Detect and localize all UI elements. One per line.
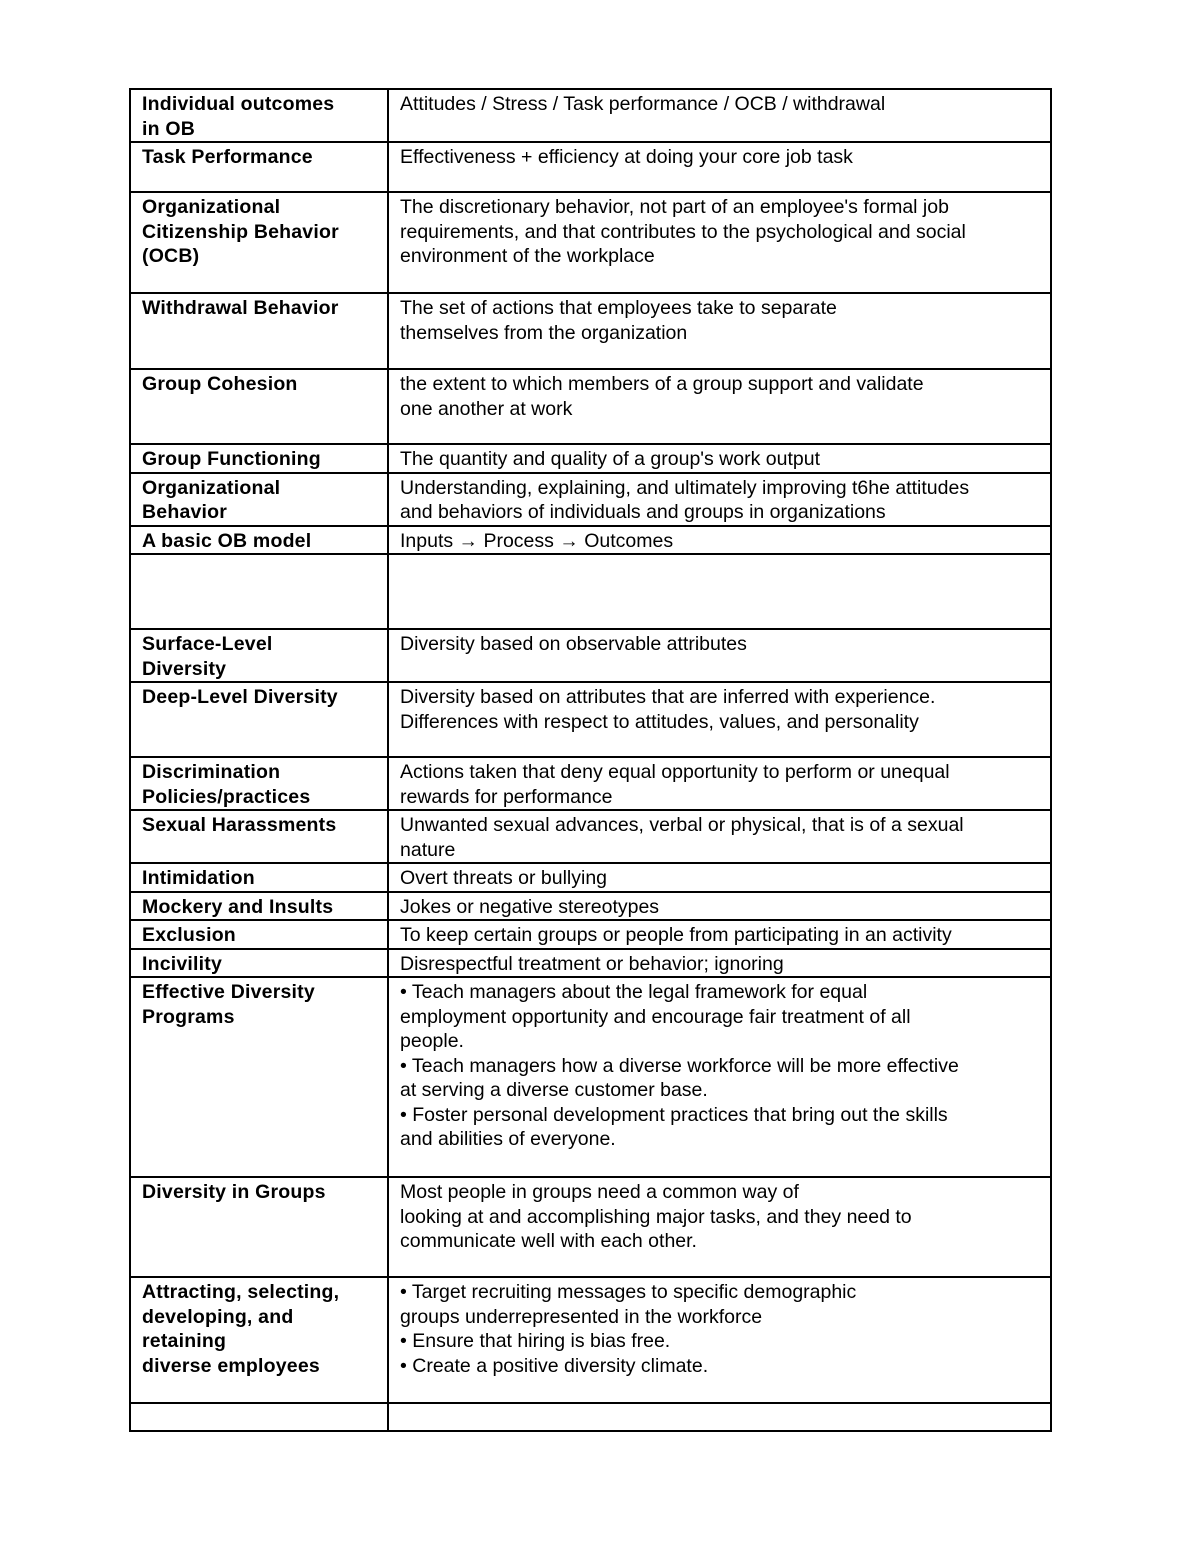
definition-text: • Create a positive diversity climate. bbox=[400, 1354, 709, 1377]
term-text: Behavior bbox=[142, 501, 228, 523]
definition-cell bbox=[388, 863, 1051, 892]
table-row bbox=[130, 757, 1051, 810]
definition-cell bbox=[388, 682, 1051, 757]
term-cell bbox=[130, 949, 388, 978]
term-text: Withdrawal Behavior bbox=[142, 297, 339, 319]
table-row bbox=[130, 192, 1051, 293]
table-row bbox=[130, 89, 1051, 142]
term-text: Group Functioning bbox=[142, 448, 321, 470]
definition-text: • Teach managers how a diverse workforce will be more effective bbox=[400, 1054, 959, 1077]
definition-text: • Teach managers about the legal framework for equal bbox=[400, 981, 868, 1003]
definition-cell bbox=[388, 444, 1051, 473]
term-cell bbox=[130, 1403, 388, 1431]
table-row bbox=[130, 1403, 1051, 1431]
definition-text: looking at and accomplishing major tasks, and they need to bbox=[400, 1205, 912, 1228]
term-text: Individual outcomes bbox=[142, 93, 335, 115]
term-text: Attracting, selecting, bbox=[142, 1281, 340, 1303]
definition-text: groups underrepresented in the workforce bbox=[400, 1305, 763, 1328]
table-row bbox=[130, 949, 1051, 978]
term-text: Organizational bbox=[142, 476, 281, 499]
definition-cell bbox=[388, 369, 1051, 444]
definition-text: one another at work bbox=[400, 397, 573, 420]
term-text: Mockery and Insults bbox=[142, 895, 334, 918]
term-cell bbox=[130, 192, 388, 293]
term-text: Exclusion bbox=[142, 924, 236, 946]
definition-text: nature bbox=[400, 838, 456, 861]
term-text: diverse employees bbox=[142, 1354, 320, 1377]
term-text: retaining bbox=[142, 1330, 227, 1352]
term-cell bbox=[130, 473, 388, 526]
term-text: developing, and bbox=[142, 1305, 294, 1328]
definition-text: environment of the workplace bbox=[400, 245, 655, 267]
term-text: Task Performance bbox=[142, 146, 313, 168]
term-cell bbox=[130, 526, 388, 555]
table-row bbox=[130, 810, 1051, 863]
definition-text: requirements, and that contributes to the psychological and social bbox=[400, 220, 966, 243]
definition-text: The quantity and quality of a group's work output bbox=[400, 448, 820, 470]
definition-cell bbox=[388, 473, 1051, 526]
term-text: (OCB) bbox=[142, 245, 200, 267]
definition-text: Jokes or negative stereotypes bbox=[400, 895, 660, 918]
definition-text: Differences with respect to attitudes, values, and personality bbox=[400, 710, 919, 733]
table-row bbox=[130, 526, 1051, 555]
term-cell bbox=[130, 1177, 388, 1277]
definition-text: the extent to which members of a group support and validate bbox=[400, 373, 924, 395]
term-cell bbox=[130, 444, 388, 473]
term-text: Sexual Harassments bbox=[142, 814, 337, 836]
term-text: Incivility bbox=[142, 952, 223, 975]
term-text: Effective Diversity bbox=[142, 981, 315, 1003]
definition-text: Understanding, explaining, and ultimately improving t6he attitudes bbox=[400, 476, 970, 499]
table-row bbox=[130, 1177, 1051, 1277]
definition-cell bbox=[388, 920, 1051, 949]
definition-cell bbox=[388, 1177, 1051, 1277]
definition-text: Diversity based on observable attributes bbox=[400, 633, 747, 655]
definition-cell bbox=[388, 757, 1051, 810]
definition-text: Disrespectful treatment or behavior; ignoring bbox=[400, 952, 784, 975]
table-row bbox=[130, 473, 1051, 526]
definition-text: Actions taken that deny equal opportunity to perform or unequal bbox=[400, 761, 950, 783]
definition-text: • Ensure that hiring is bias free. bbox=[400, 1330, 671, 1352]
term-cell bbox=[130, 293, 388, 369]
term-cell bbox=[130, 810, 388, 863]
term-text: Citizenship Behavior bbox=[142, 220, 339, 243]
table-row bbox=[130, 554, 1051, 629]
definition-text: rewards for performance bbox=[400, 785, 613, 808]
term-text: Group Cohesion bbox=[142, 373, 298, 395]
term-cell bbox=[130, 977, 388, 1177]
term-cell bbox=[130, 89, 388, 142]
term-text: Surface-Level bbox=[142, 633, 273, 655]
glossary-table-body bbox=[130, 89, 1051, 1431]
definition-cell bbox=[388, 810, 1051, 863]
term-cell bbox=[130, 142, 388, 192]
table-row bbox=[130, 293, 1051, 369]
table-row bbox=[130, 920, 1051, 949]
definition-text: at serving a diverse customer base. bbox=[400, 1079, 708, 1101]
definition-cell bbox=[388, 554, 1051, 629]
term-text: Discrimination bbox=[142, 761, 281, 783]
term-cell bbox=[130, 863, 388, 892]
table-row bbox=[130, 369, 1051, 444]
definition-text: Inputs → Process → Outcomes bbox=[400, 529, 674, 552]
definition-text: Attitudes / Stress / Task performance / OCB / withdrawal bbox=[400, 93, 886, 115]
table-row bbox=[130, 629, 1051, 682]
table-row bbox=[130, 444, 1051, 473]
term-text: A basic OB model bbox=[142, 529, 312, 552]
term-text: in OB bbox=[142, 117, 195, 140]
definition-text: Effectiveness + efficiency at doing your core job task bbox=[400, 146, 853, 168]
term-text: Programs bbox=[142, 1005, 235, 1028]
definition-text: Most people in groups need a common way of bbox=[400, 1181, 799, 1203]
definition-cell bbox=[388, 526, 1051, 555]
term-cell bbox=[130, 1277, 388, 1403]
term-text: Deep-Level Diversity bbox=[142, 686, 338, 708]
definition-text: Overt threats or bullying bbox=[400, 867, 608, 889]
definition-text: and abilities of everyone. bbox=[400, 1128, 616, 1150]
definition-cell bbox=[388, 949, 1051, 978]
term-text: Diversity bbox=[142, 657, 227, 680]
term-cell bbox=[130, 920, 388, 949]
definition-text: people. bbox=[400, 1030, 464, 1052]
term-cell bbox=[130, 757, 388, 810]
term-cell bbox=[130, 369, 388, 444]
table-row bbox=[130, 863, 1051, 892]
definition-cell bbox=[388, 192, 1051, 293]
definition-cell bbox=[388, 89, 1051, 142]
table-row bbox=[130, 142, 1051, 192]
definition-text: • Foster personal development practices that bring out the skills bbox=[400, 1103, 948, 1126]
term-text: Diversity in Groups bbox=[142, 1181, 326, 1203]
definition-text: communicate well with each other. bbox=[400, 1230, 697, 1252]
definition-text: themselves from the organization bbox=[400, 321, 688, 344]
definition-text: Diversity based on attributes that are inferred with experience. bbox=[400, 686, 936, 708]
table-row bbox=[130, 682, 1051, 757]
definition-text: • Target recruiting messages to specific demographic bbox=[400, 1281, 857, 1303]
definition-text: The set of actions that employees take to separate bbox=[400, 297, 837, 319]
definition-text: Unwanted sexual advances, verbal or physical, that is of a sexual bbox=[400, 814, 964, 836]
table-row bbox=[130, 892, 1051, 921]
definition-text: The discretionary behavior, not part of an employee's formal job bbox=[400, 196, 949, 218]
term-cell bbox=[130, 554, 388, 629]
term-cell bbox=[130, 682, 388, 757]
definition-text: employment opportunity and encourage fair treatment of all bbox=[400, 1005, 911, 1028]
term-cell bbox=[130, 629, 388, 682]
definition-text: and behaviors of individuals and groups in organizations bbox=[400, 501, 886, 523]
definition-cell bbox=[388, 1403, 1051, 1431]
table-row bbox=[130, 977, 1051, 1177]
definition-cell bbox=[388, 629, 1051, 682]
term-text: Policies/practices bbox=[142, 785, 311, 808]
term-text: Organizational bbox=[142, 196, 281, 218]
definition-cell bbox=[388, 1277, 1051, 1403]
definition-cell bbox=[388, 892, 1051, 921]
term-text: Intimidation bbox=[142, 867, 255, 889]
glossary-table bbox=[129, 88, 1052, 1432]
definition-cell bbox=[388, 142, 1051, 192]
term-cell bbox=[130, 892, 388, 921]
definition-cell bbox=[388, 977, 1051, 1177]
definition-cell bbox=[388, 293, 1051, 369]
definition-text: To keep certain groups or people from participating in an activity bbox=[400, 924, 952, 946]
table-row bbox=[130, 1277, 1051, 1403]
